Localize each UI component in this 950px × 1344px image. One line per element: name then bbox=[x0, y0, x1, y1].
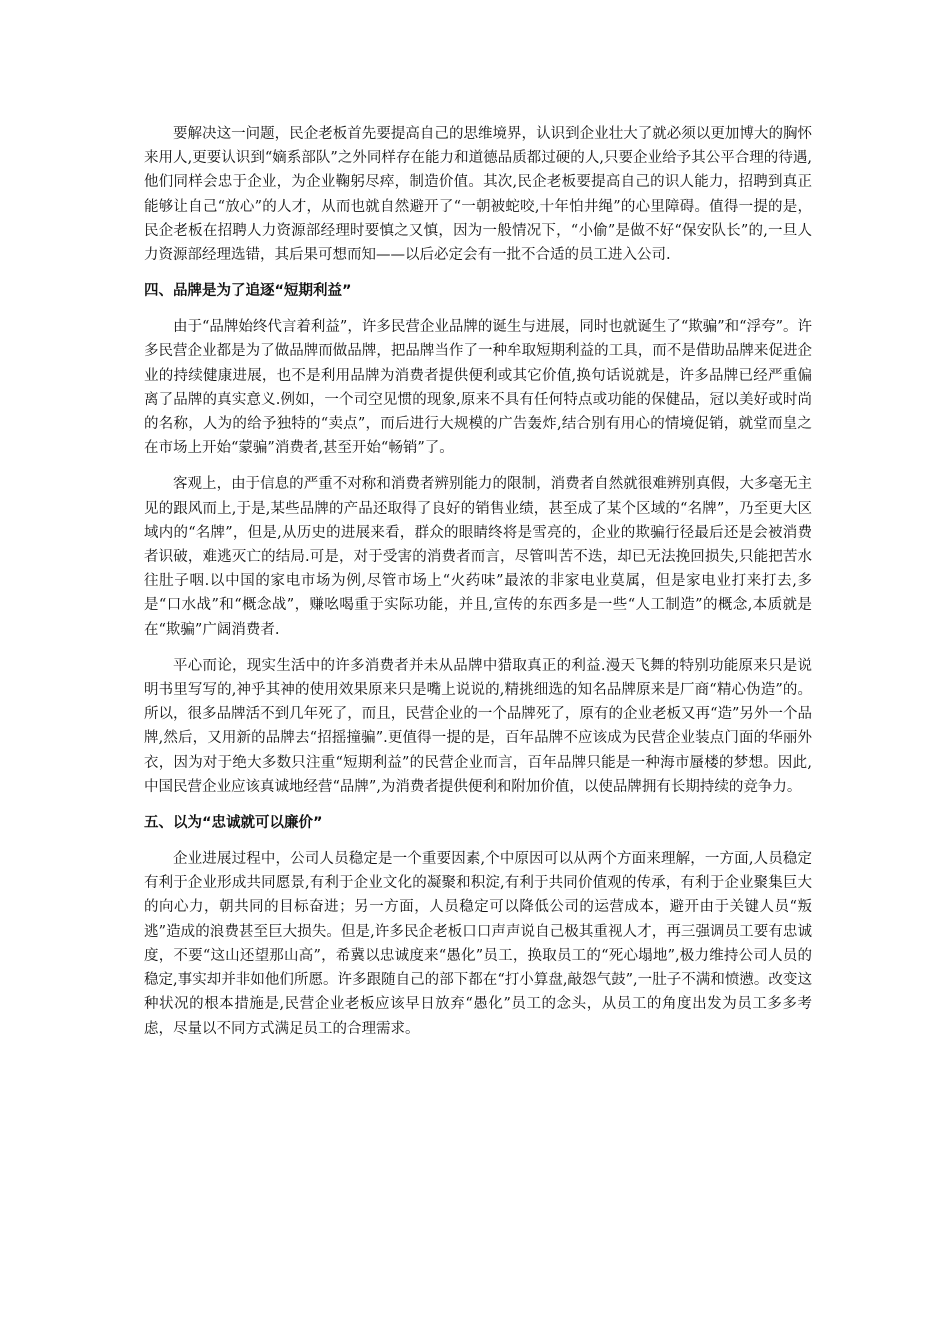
paragraph-real-benefit: 平心而论，现实生活中的许多消费者并未从品牌中猎取真正的利益.漫天飞舞的特别功能原来只是说明书里写写的,神乎其神的使用效果原来只是嘴上说说的,精挑细选的知名品牌原来是厂商“精心伪造”的。所以，很多品牌活不到几年死了，而且，民营企业的一个品牌死了，原有的企业老板又再“造”另外一个品牌,然后，又用新的品牌去“招摇撞骗”.更值得一提的是，百年品牌不应该成为民营企业装点门面的华丽外衣，因为对于绝大多数只注重“短期利益”的民营企业而言，百年品牌只能是一种海市蜃楼的梦想。因此,中国民营企业应该真诚地经营“品牌”,为消费者提供便利和附加价值，以使品牌拥有长期持续的竞争力。 bbox=[144, 657, 812, 795]
paragraph-hiring-trust: 要解决这一问题，民企老板首先要提高自己的思维境界，认识到企业壮大了就必须以更加博大的胸怀来用人,更要认识到“嫡系部队”之外同样存在能力和道德品质都过硬的人,只要企业给予其公平合理的待遇,他们同样会忠于企业，为企业鞠躬尽瘁，制造价值。其次,民企老板要提高自己的识人能力，招聘到真正能够让自己“放心”的人才，从而也就自然避开了“一朝被蛇咬,十年怕井绳”的心里障碍。值得一提的是，民企老板在招聘人力资源部经理时要慎之又慎，因为一般情况下，“小偷”是做不好“保安队长”的,一旦人力资源部经理选错，其后果可想而知——以后必定会有一批不合适的员工进入公司. bbox=[144, 126, 812, 264]
document-page bbox=[144, 122, 812, 1053]
paragraph-brand-deception: 由于“品牌始终代言着利益”，许多民营企业品牌的诞生与进展，同时也就诞生了“欺骗”和“浮夸”。许多民营企业都是为了做品牌而做品牌，把品牌当作了一种牟取短期利益的工具，而不是借助品牌来促进企业的持续健康进展，也不是利用品牌为消费者提供便利或其它价值,换句话说就是，许多品牌已经严重偏离了品牌的真实意义.例如，一个司空见惯的现象,原来不具有任何特点或功能的保健品，冠以美好或时尚的名称，人为的给予独特的“卖点”，而后进行大规模的广告轰炸,结合别有用心的情境促销，就堂而皇之在市场上开始“蒙骗”消费者,甚至开始“畅销”了。 bbox=[144, 319, 812, 457]
section-heading-5-loyalty-cheap: 五、以为“忠诚就可以廉价” bbox=[144, 815, 323, 832]
paragraph-staff-stability: 企业进展过程中，公司人员稳定是一个重要因素,个中原因可以从两个方面来理解，一方面,人员稳定有利于企业形成共同愿景,有利于企业文化的凝聚和积淀,有利于共同价值观的传承，有利于企业聚集巨大的向心力，朝共同的目标奋进；另一方面，人员稳定可以降低公司的运营成本，避开由于关键人员“叛逃”造成的浪费甚至巨大损失。但是,许多民企老板口口声声说自己极其重视人才，再三强调员工要有忠诚度，不要“这山还望那山高”，希冀以忠诚度来“愚化”员工，换取员工的“死心塌地”,极力维持公司人员的稳定,事实却并非如他们所愿。许多跟随自己的部下都在“打小算盘,敲怨气鼓”,一肚子不满和愤懑。改变这种状况的根本措施是,民营企业老板应该早日放弃“愚化”员工的念头，从员工的角度出发为员工多多考虑，尽量以不同方式满足员工的合理需求。 bbox=[144, 851, 812, 1037]
section-heading-4-brand-short-term: 四、品牌是为了追逐“短期利益” bbox=[144, 283, 352, 300]
paragraph-consumer-information: 客观上，由于信息的严重不对称和消费者辨别能力的限制，消费者自然就很难辨别真假，大多毫无主见的跟风而上,于是,某些品牌的产品还取得了良好的销售业绩，甚至成了某个区域的“名牌”，乃至更大区域内的“名牌”，但是,从历史的进展来看，群众的眼睛终将是雪亮的，企业的欺骗行径最后还是会被消费者识破，难逃灭亡的结局.可是，对于受害的消费者而言，尽管叫苦不迭，却已无法挽回损失,只能把苦水往肚子咽.以中国的家电市场为例,尽管市场上“火药味”最浓的非家电业莫属，但是家电业打来打去,多是“口水战”和“概念战”，赚吆喝重于实际功能，并且,宣传的东西多是一些“人工制造”的概念,本质就是在“欺骗”广阔消费者. bbox=[144, 476, 812, 638]
